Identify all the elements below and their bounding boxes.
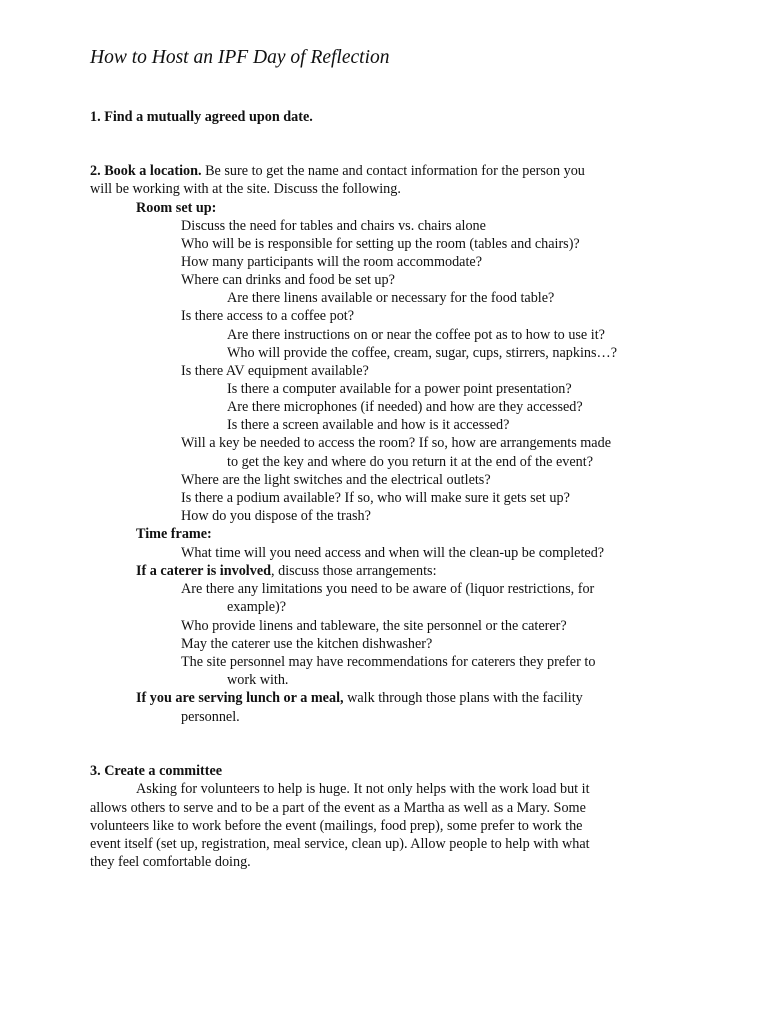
list-item: Who will be is responsible for setting up the room (tables and chairs)?: [181, 236, 580, 252]
list-item: Who will provide the coffee, cream, sugar, cups, stirrers, napkins…?: [227, 345, 617, 361]
list-item: How do you dispose of the trash?: [181, 508, 371, 524]
list-item: Are there any limitations you need to be aware of (liquor restrictions, for: [181, 581, 595, 597]
list-item: to get the key and where do you return it at the end of the event?: [227, 454, 593, 470]
list-item: Is there a screen available and how is it accessed?: [227, 417, 510, 433]
time-frame-heading: Time frame:: [136, 526, 212, 542]
list-item: Discuss the need for tables and chairs vs. chairs alone: [181, 218, 486, 234]
step-2-intro: will be working with at the site. Discuss the following.: [90, 181, 401, 197]
list-item: work with.: [227, 672, 289, 688]
step-2-heading: 2. Book a location. Be sure to get the name and contact information for the person you: [90, 163, 585, 179]
list-item: How many participants will the room accommodate?: [181, 254, 482, 270]
list-item: Is there a podium available? If so, who will make sure it gets set up?: [181, 490, 570, 506]
list-item: What time will you need access and when will the clean-up be completed?: [181, 545, 605, 561]
step-1-heading: 1. Find a mutually agreed upon date.: [90, 109, 313, 125]
list-item: The site personnel may have recommendations for caterers they prefer to: [181, 654, 596, 670]
paragraph-line: event itself (set up, registration, meal service, clean up). Allow people to help with what: [90, 836, 590, 852]
list-item: Is there access to a coffee pot?: [181, 308, 355, 324]
list-item: Are there linens available or necessary for the food table?: [227, 290, 555, 306]
caterer-heading: If a caterer is involved, discuss those arrangements:: [136, 563, 437, 579]
list-item: Is there a computer available for a power point presentation?: [227, 381, 572, 397]
meal-heading: If you are serving lunch or a meal, walk through those plans with the facility: [136, 690, 583, 706]
list-item: Will a key be needed to access the room? If so, how are arrangements made: [181, 435, 611, 451]
list-item: Are there instructions on or near the coffee pot as to how to use it?: [227, 327, 605, 343]
list-item: example)?: [227, 599, 287, 615]
room-setup-heading: Room set up:: [136, 200, 217, 216]
paragraph-line: Asking for volunteers to help is huge. It not only helps with the work load but it: [136, 781, 590, 797]
step-3-heading: 3. Create a committee: [90, 763, 223, 779]
list-item: Are there microphones (if needed) and how are they accessed?: [227, 399, 583, 415]
paragraph-line: they feel comfortable doing.: [90, 854, 251, 870]
page-title: How to Host an IPF Day of Reflection: [90, 47, 390, 68]
list-item: Where can drinks and food be set up?: [181, 272, 395, 288]
paragraph-line: volunteers like to work before the event (mailings, food prep), some prefer to work the: [90, 818, 583, 834]
list-item: Where are the light switches and the electrical outlets?: [181, 472, 491, 488]
list-item: personnel.: [181, 709, 240, 725]
list-item: May the caterer use the kitchen dishwasher?: [181, 636, 433, 652]
paragraph-line: allows others to serve and to be a part of the event as a Martha as well as a Mary. Some: [90, 800, 586, 816]
list-item: Is there AV equipment available?: [181, 363, 369, 379]
list-item: Who provide linens and tableware, the site personnel or the caterer?: [181, 618, 567, 634]
